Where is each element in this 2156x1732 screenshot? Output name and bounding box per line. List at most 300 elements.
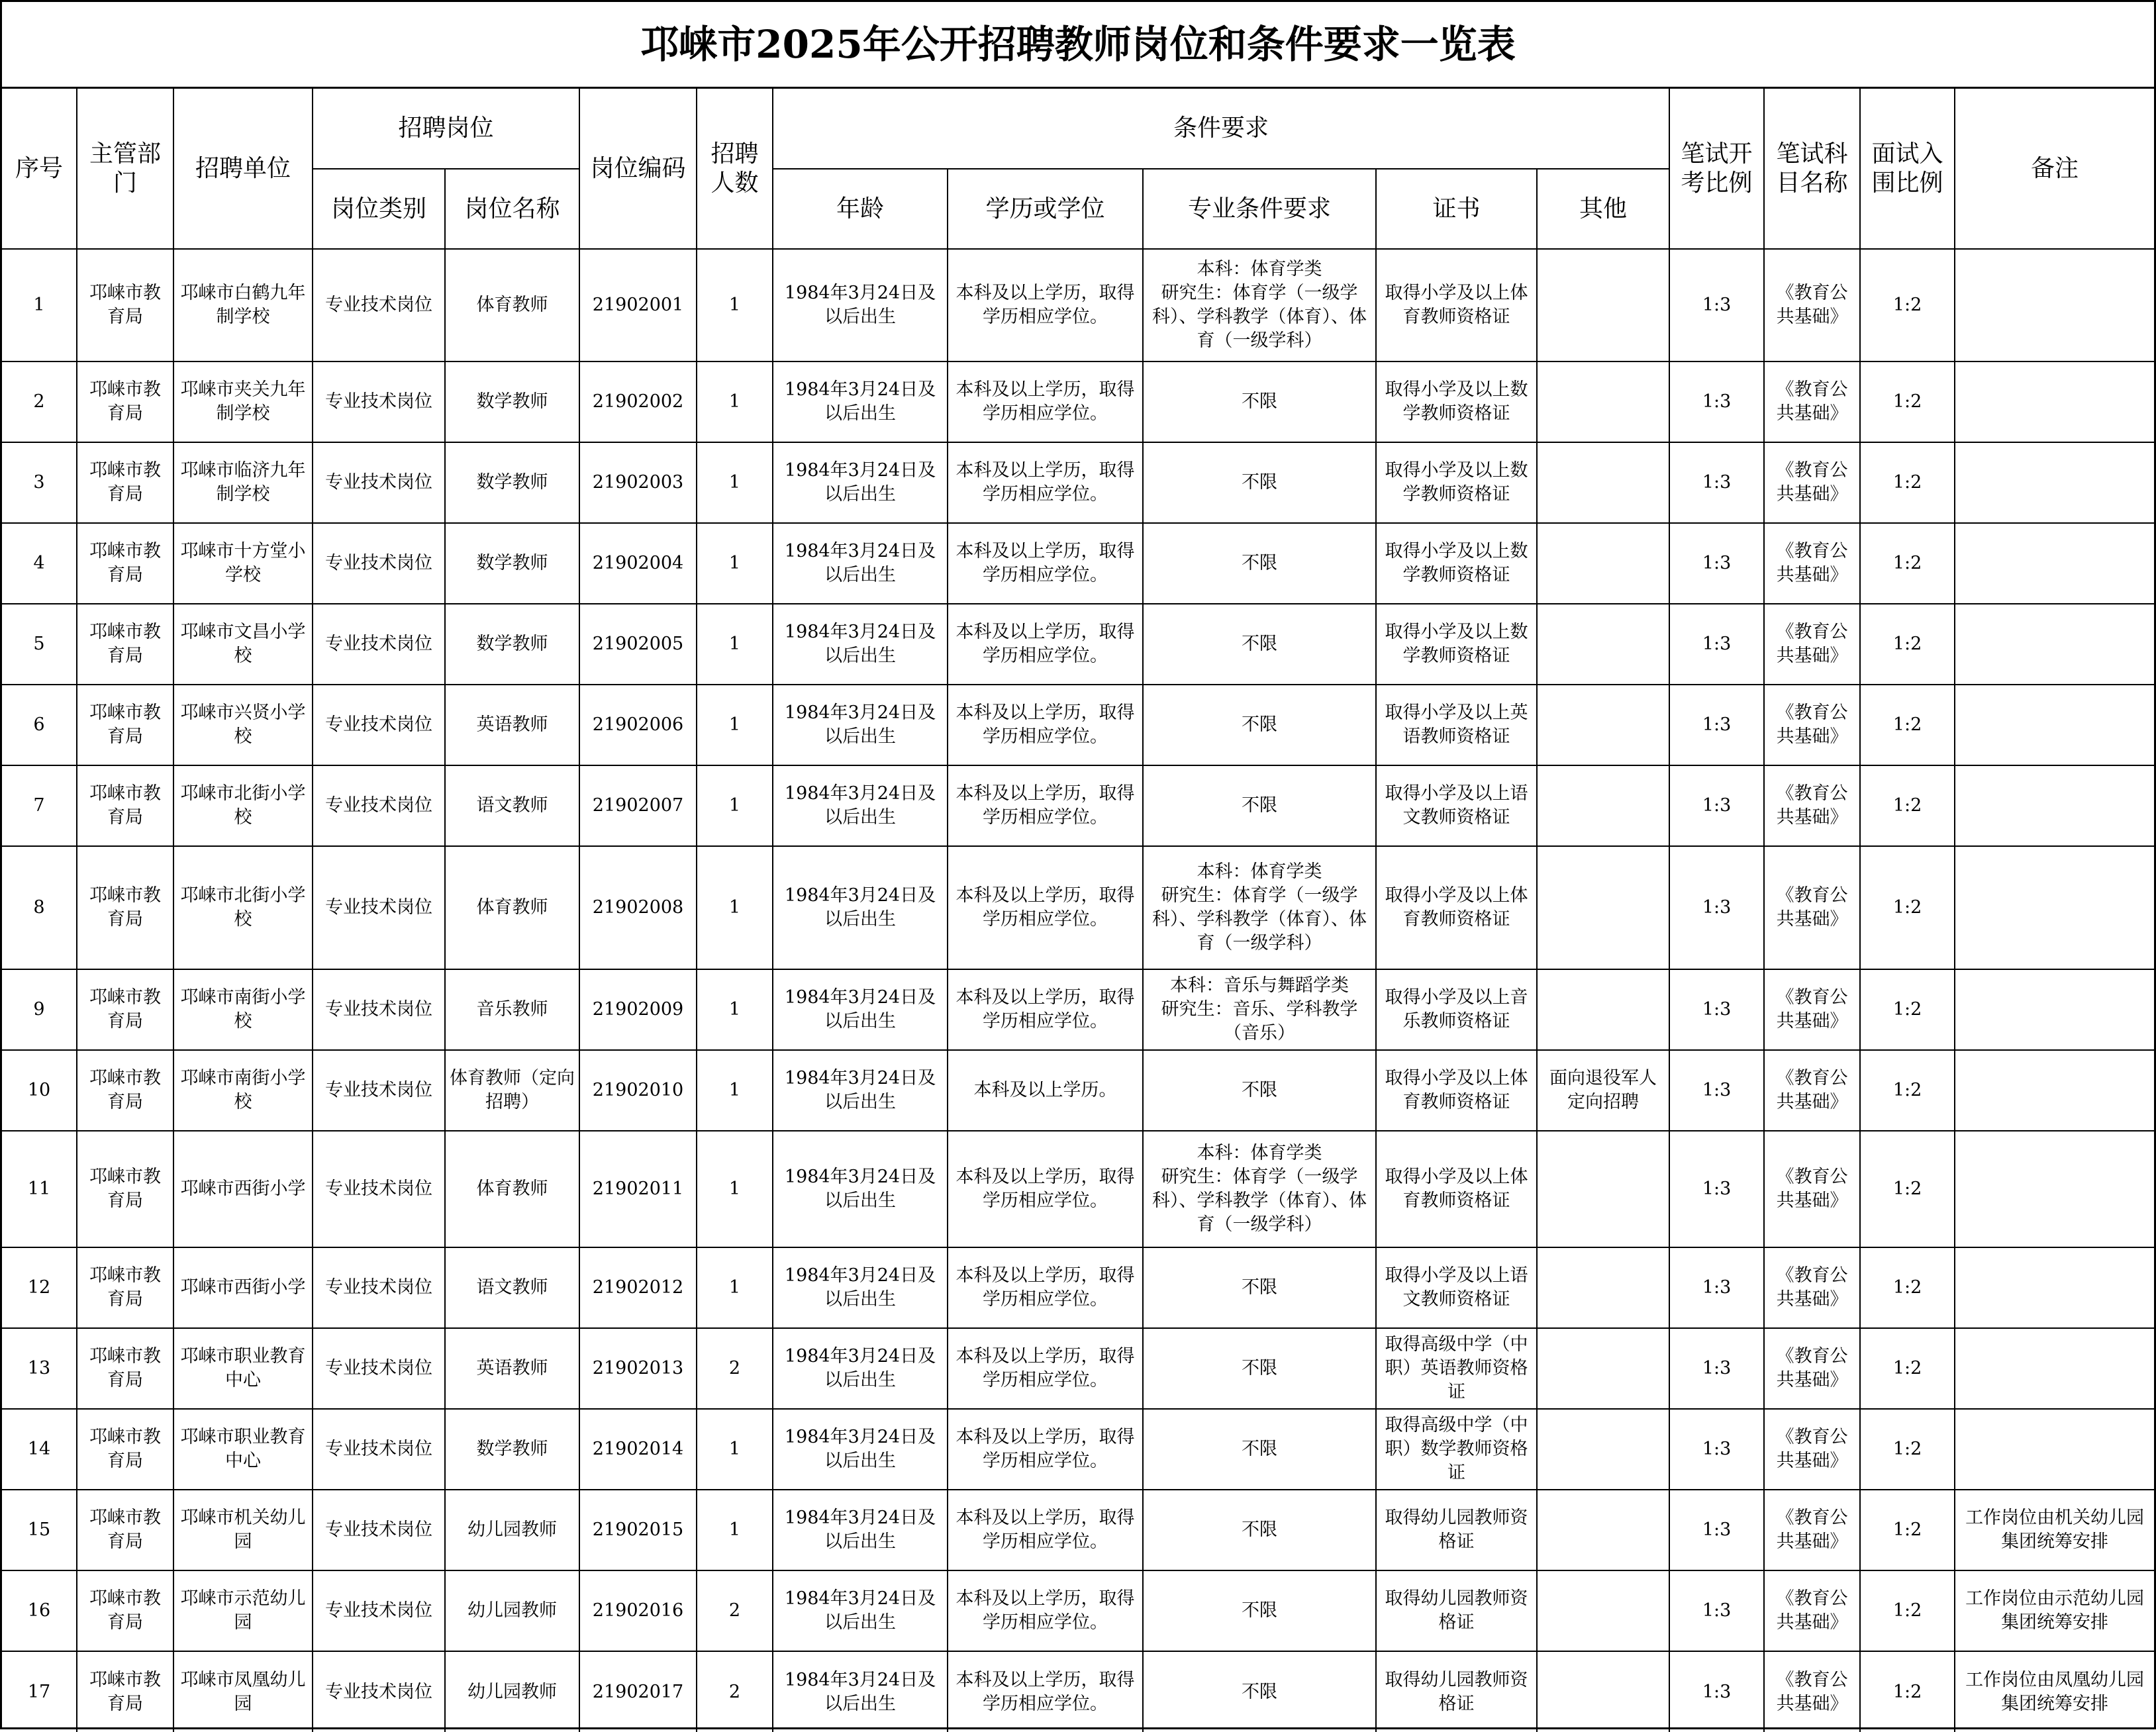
other-cell <box>1537 604 1669 685</box>
dept-cell: 邛崃市教育局 <box>77 969 173 1050</box>
seq-cell: 4 <box>2 523 77 604</box>
code-cell: 21902004 <box>579 523 697 604</box>
exam-subject-cell: 《教育公共基础》 <box>1764 685 1860 765</box>
post-name-cell: 数学教师 <box>445 523 579 604</box>
note-cell: 工作岗位由示范幼儿园集团统筹安排 <box>1955 1570 2154 1651</box>
exam-ratio-cell: 1:3 <box>1669 1490 1764 1570</box>
cert-cell: 取得小学及以上语文教师资格证 <box>1376 765 1537 846</box>
dept-cell: 邛崃市教育局 <box>77 442 173 523</box>
major-cell: 不限 <box>1143 1409 1376 1490</box>
major-cell: 本科：音乐与舞蹈学类 研究生：音乐、学科教学（音乐） <box>1143 969 1376 1050</box>
major-cell: 不限 <box>1143 765 1376 846</box>
other-cell <box>1537 1651 1669 1732</box>
interview-ratio-cell: 1:2 <box>1860 442 1955 523</box>
unit-cell: 邛崃市职业教育中心 <box>173 1328 313 1409</box>
table-row <box>2 1131 2154 1247</box>
count-cell: 2 <box>697 1328 773 1409</box>
post-type-cell: 专业技术岗位 <box>313 361 445 442</box>
post-name-cell: 幼儿园教师 <box>445 1651 579 1732</box>
count-cell: 1 <box>697 685 773 765</box>
note-cell <box>1955 1247 2154 1328</box>
count-cell: 2 <box>697 1570 773 1651</box>
table-row <box>2 1328 2154 1409</box>
seq-cell: 2 <box>2 361 77 442</box>
exam-subject-cell: 《教育公共基础》 <box>1764 523 1860 604</box>
edu-cell: 本科及以上学历，取得学历相应学位。 <box>948 765 1143 846</box>
header-age: 年龄 <box>773 169 948 249</box>
count-cell: 1 <box>697 765 773 846</box>
note-cell: 工作岗位由机关幼儿园集团统筹安排 <box>1955 1490 2154 1570</box>
cert-cell: 取得小学及以上数学教师资格证 <box>1376 523 1537 604</box>
seq-cell: 15 <box>2 1490 77 1570</box>
unit-cell: 邛崃市凤凰幼儿园 <box>173 1651 313 1732</box>
post-name-cell: 语文教师 <box>445 765 579 846</box>
edu-cell: 本科及以上学历，取得学历相应学位。 <box>948 442 1143 523</box>
seq-cell: 11 <box>2 1131 77 1247</box>
age-cell: 1984年3月24日及以后出生 <box>773 1651 948 1732</box>
age-cell: 1984年3月24日及以后出生 <box>773 685 948 765</box>
edu-cell: 本科及以上学历，取得学历相应学位。 <box>948 523 1143 604</box>
seq-cell: 12 <box>2 1247 77 1328</box>
table-row <box>2 604 2154 685</box>
table-row <box>2 361 2154 442</box>
exam-subject-cell: 《教育公共基础》 <box>1764 1570 1860 1651</box>
header-other: 其他 <box>1537 169 1669 249</box>
other-cell <box>1537 361 1669 442</box>
recruitment-table <box>2 89 2154 1732</box>
exam-ratio-cell: 1:3 <box>1669 969 1764 1050</box>
table-row <box>2 1247 2154 1328</box>
other-cell <box>1537 846 1669 969</box>
unit-cell: 邛崃市西街小学 <box>173 1247 313 1328</box>
other-cell <box>1537 1247 1669 1328</box>
exam-ratio-cell: 1:3 <box>1669 1247 1764 1328</box>
cert-cell: 取得小学及以上体育教师资格证 <box>1376 249 1537 361</box>
count-cell: 1 <box>697 969 773 1050</box>
major-cell: 不限 <box>1143 442 1376 523</box>
edu-cell: 本科及以上学历，取得学历相应学位。 <box>948 1409 1143 1490</box>
other-cell <box>1537 1570 1669 1651</box>
table-body <box>2 249 2154 1732</box>
age-cell: 1984年3月24日及以后出生 <box>773 1409 948 1490</box>
exam-ratio-cell: 1:3 <box>1669 1570 1764 1651</box>
age-cell: 1984年3月24日及以后出生 <box>773 765 948 846</box>
other-cell <box>1537 1409 1669 1490</box>
post-type-cell: 专业技术岗位 <box>313 1050 445 1131</box>
note-cell <box>1955 1131 2154 1247</box>
post-type-cell: 专业技术岗位 <box>313 1409 445 1490</box>
post-name-cell: 数学教师 <box>445 442 579 523</box>
other-cell <box>1537 765 1669 846</box>
seq-cell: 9 <box>2 969 77 1050</box>
unit-cell: 邛崃市白鹤九年制学校 <box>173 249 313 361</box>
exam-subject-cell: 《教育公共基础》 <box>1764 604 1860 685</box>
header-major: 专业条件要求 <box>1143 169 1376 249</box>
post-name-cell: 幼儿园教师 <box>445 1490 579 1570</box>
exam-subject-cell: 《教育公共基础》 <box>1764 969 1860 1050</box>
other-cell: 面向退役军人定向招聘 <box>1537 1050 1669 1131</box>
post-name-cell: 体育教师（定向招聘） <box>445 1050 579 1131</box>
exam-ratio-cell: 1:3 <box>1669 1409 1764 1490</box>
post-type-cell: 专业技术岗位 <box>313 1247 445 1328</box>
age-cell: 1984年3月24日及以后出生 <box>773 1050 948 1131</box>
unit-cell: 邛崃市文昌小学校 <box>173 604 313 685</box>
header-dept: 主管部门 <box>77 89 173 249</box>
table-header <box>2 89 2154 249</box>
header-unit: 招聘单位 <box>173 89 313 249</box>
age-cell: 1984年3月24日及以后出生 <box>773 1490 948 1570</box>
header-seq: 序号 <box>2 89 77 249</box>
cert-cell: 取得幼儿园教师资格证 <box>1376 1570 1537 1651</box>
cert-cell: 取得高级中学（中职）数学教师资格证 <box>1376 1409 1537 1490</box>
post-name-cell: 语文教师 <box>445 1247 579 1328</box>
edu-cell: 本科及以上学历，取得学历相应学位。 <box>948 249 1143 361</box>
exam-subject-cell: 《教育公共基础》 <box>1764 1050 1860 1131</box>
edu-cell: 本科及以上学历，取得学历相应学位。 <box>948 361 1143 442</box>
age-cell: 1984年3月24日及以后出生 <box>773 1328 948 1409</box>
code-cell: 21902010 <box>579 1050 697 1131</box>
code-cell: 21902003 <box>579 442 697 523</box>
post-type-cell: 专业技术岗位 <box>313 1651 445 1732</box>
exam-ratio-cell: 1:3 <box>1669 442 1764 523</box>
post-name-cell: 数学教师 <box>445 604 579 685</box>
page-title: 邛崃市2025年公开招聘教师岗位和条件要求一览表 <box>2 2 2154 89</box>
note-cell: 工作岗位由凤凰幼儿园集团统筹安排 <box>1955 1651 2154 1732</box>
cert-cell: 取得小学及以上数学教师资格证 <box>1376 604 1537 685</box>
unit-cell: 邛崃市北街小学校 <box>173 765 313 846</box>
code-cell: 21902013 <box>579 1328 697 1409</box>
edu-cell: 本科及以上学历。 <box>948 1050 1143 1131</box>
seq-cell: 1 <box>2 249 77 361</box>
other-cell <box>1537 1131 1669 1247</box>
edu-cell: 本科及以上学历，取得学历相应学位。 <box>948 604 1143 685</box>
age-cell: 1984年3月24日及以后出生 <box>773 442 948 523</box>
major-cell: 不限 <box>1143 685 1376 765</box>
note-cell <box>1955 685 2154 765</box>
code-cell: 21902007 <box>579 765 697 846</box>
header-edu: 学历或学位 <box>948 169 1143 249</box>
major-cell: 本科：体育学类 研究生：体育学（一级学科）、学科教学（体育）、体育（一级学科） <box>1143 249 1376 361</box>
code-cell: 21902005 <box>579 604 697 685</box>
age-cell: 1984年3月24日及以后出生 <box>773 523 948 604</box>
post-name-cell: 体育教师 <box>445 846 579 969</box>
post-type-cell: 专业技术岗位 <box>313 442 445 523</box>
edu-cell: 本科及以上学历，取得学历相应学位。 <box>948 1247 1143 1328</box>
other-cell <box>1537 442 1669 523</box>
exam-subject-cell: 《教育公共基础》 <box>1764 846 1860 969</box>
dept-cell: 邛崃市教育局 <box>77 604 173 685</box>
unit-cell: 邛崃市示范幼儿园 <box>173 1570 313 1651</box>
exam-subject-cell: 《教育公共基础》 <box>1764 1490 1860 1570</box>
cert-cell: 取得小学及以上音乐教师资格证 <box>1376 969 1537 1050</box>
age-cell: 1984年3月24日及以后出生 <box>773 361 948 442</box>
table-row <box>2 442 2154 523</box>
note-cell <box>1955 523 2154 604</box>
other-cell <box>1537 523 1669 604</box>
unit-cell: 邛崃市兴贤小学校 <box>173 685 313 765</box>
cert-cell: 取得幼儿园教师资格证 <box>1376 1490 1537 1570</box>
header-post-group: 招聘岗位 <box>313 89 579 169</box>
header-post-type: 岗位类别 <box>313 169 445 249</box>
exam-ratio-cell: 1:3 <box>1669 765 1764 846</box>
count-cell: 1 <box>697 523 773 604</box>
exam-subject-cell: 《教育公共基础》 <box>1764 765 1860 846</box>
dept-cell: 邛崃市教育局 <box>77 1409 173 1490</box>
seq-cell: 3 <box>2 442 77 523</box>
post-name-cell: 英语教师 <box>445 685 579 765</box>
exam-ratio-cell: 1:3 <box>1669 604 1764 685</box>
count-cell: 1 <box>697 249 773 361</box>
exam-subject-cell: 《教育公共基础》 <box>1764 249 1860 361</box>
exam-subject-cell: 《教育公共基础》 <box>1764 1409 1860 1490</box>
interview-ratio-cell: 1:2 <box>1860 1247 1955 1328</box>
header-post-name: 岗位名称 <box>445 169 579 249</box>
post-name-cell: 数学教师 <box>445 1409 579 1490</box>
note-cell <box>1955 1409 2154 1490</box>
count-cell: 1 <box>697 1131 773 1247</box>
exam-ratio-cell: 1:3 <box>1669 249 1764 361</box>
post-type-cell: 专业技术岗位 <box>313 1490 445 1570</box>
code-cell: 21902001 <box>579 249 697 361</box>
cert-cell: 取得高级中学（中职）英语教师资格证 <box>1376 1328 1537 1409</box>
edu-cell: 本科及以上学历，取得学历相应学位。 <box>948 685 1143 765</box>
dept-cell: 邛崃市教育局 <box>77 1050 173 1131</box>
age-cell: 1984年3月24日及以后出生 <box>773 249 948 361</box>
count-cell: 2 <box>697 1651 773 1732</box>
note-cell <box>1955 1328 2154 1409</box>
table-row <box>2 765 2154 846</box>
major-cell: 不限 <box>1143 1247 1376 1328</box>
major-cell: 本科：体育学类 研究生：体育学（一级学科）、学科教学（体育）、体育（一级学科） <box>1143 846 1376 969</box>
interview-ratio-cell: 1:2 <box>1860 1409 1955 1490</box>
edu-cell: 本科及以上学历，取得学历相应学位。 <box>948 1328 1143 1409</box>
cert-cell: 取得小学及以上数学教师资格证 <box>1376 442 1537 523</box>
header-note: 备注 <box>1955 89 2154 249</box>
note-cell <box>1955 249 2154 361</box>
unit-cell: 邛崃市夹关九年制学校 <box>173 361 313 442</box>
dept-cell: 邛崃市教育局 <box>77 361 173 442</box>
post-type-cell: 专业技术岗位 <box>313 765 445 846</box>
other-cell <box>1537 1328 1669 1409</box>
interview-ratio-cell: 1:2 <box>1860 1328 1955 1409</box>
edu-cell: 本科及以上学历，取得学历相应学位。 <box>948 969 1143 1050</box>
post-type-cell: 专业技术岗位 <box>313 523 445 604</box>
note-cell <box>1955 846 2154 969</box>
table-row <box>2 969 2154 1050</box>
post-type-cell: 专业技术岗位 <box>313 685 445 765</box>
code-cell: 21902012 <box>579 1247 697 1328</box>
dept-cell: 邛崃市教育局 <box>77 1247 173 1328</box>
cert-cell: 取得小学及以上数学教师资格证 <box>1376 361 1537 442</box>
header-cond-group: 条件要求 <box>773 89 1669 169</box>
table-row <box>2 249 2154 361</box>
interview-ratio-cell: 1:2 <box>1860 249 1955 361</box>
interview-ratio-cell: 1:2 <box>1860 604 1955 685</box>
note-cell <box>1955 765 2154 846</box>
exam-ratio-cell: 1:3 <box>1669 523 1764 604</box>
seq-cell: 10 <box>2 1050 77 1131</box>
cert-cell: 取得小学及以上语文教师资格证 <box>1376 1247 1537 1328</box>
seq-cell: 17 <box>2 1651 77 1732</box>
table-row <box>2 846 2154 969</box>
interview-ratio-cell: 1:2 <box>1860 685 1955 765</box>
exam-ratio-cell: 1:3 <box>1669 685 1764 765</box>
seq-cell: 8 <box>2 846 77 969</box>
table-row <box>2 1651 2154 1732</box>
code-cell: 21902014 <box>579 1409 697 1490</box>
table-row <box>2 685 2154 765</box>
unit-cell: 邛崃市西街小学 <box>173 1131 313 1247</box>
unit-cell: 邛崃市临济九年制学校 <box>173 442 313 523</box>
count-cell: 1 <box>697 361 773 442</box>
count-cell: 1 <box>697 1490 773 1570</box>
edu-cell: 本科及以上学历，取得学历相应学位。 <box>948 1131 1143 1247</box>
interview-ratio-cell: 1:2 <box>1860 1651 1955 1732</box>
age-cell: 1984年3月24日及以后出生 <box>773 969 948 1050</box>
note-cell <box>1955 604 2154 685</box>
unit-cell: 邛崃市职业教育中心 <box>173 1409 313 1490</box>
interview-ratio-cell: 1:2 <box>1860 523 1955 604</box>
dept-cell: 邛崃市教育局 <box>77 1131 173 1247</box>
code-cell: 21902008 <box>579 846 697 969</box>
interview-ratio-cell: 1:2 <box>1860 1570 1955 1651</box>
code-cell: 21902002 <box>579 361 697 442</box>
exam-subject-cell: 《教育公共基础》 <box>1764 442 1860 523</box>
major-cell: 不限 <box>1143 523 1376 604</box>
exam-subject-cell: 《教育公共基础》 <box>1764 361 1860 442</box>
exam-ratio-cell: 1:3 <box>1669 1131 1764 1247</box>
exam-ratio-cell: 1:3 <box>1669 846 1764 969</box>
exam-ratio-cell: 1:3 <box>1669 1328 1764 1409</box>
age-cell: 1984年3月24日及以后出生 <box>773 1570 948 1651</box>
major-cell: 不限 <box>1143 1050 1376 1131</box>
dept-cell: 邛崃市教育局 <box>77 523 173 604</box>
count-cell: 1 <box>697 1050 773 1131</box>
exam-subject-cell: 《教育公共基础》 <box>1764 1651 1860 1732</box>
header-exam-subject: 笔试科目名称 <box>1764 89 1860 249</box>
interview-ratio-cell: 1:2 <box>1860 1050 1955 1131</box>
interview-ratio-cell: 1:2 <box>1860 846 1955 969</box>
table-row <box>2 1570 2154 1651</box>
seq-cell: 16 <box>2 1570 77 1651</box>
age-cell: 1984年3月24日及以后出生 <box>773 1247 948 1328</box>
unit-cell: 邛崃市南街小学校 <box>173 1050 313 1131</box>
note-cell <box>1955 969 2154 1050</box>
exam-ratio-cell: 1:3 <box>1669 1651 1764 1732</box>
post-type-cell: 专业技术岗位 <box>313 846 445 969</box>
dept-cell: 邛崃市教育局 <box>77 685 173 765</box>
other-cell <box>1537 969 1669 1050</box>
cert-cell: 取得幼儿园教师资格证 <box>1376 1651 1537 1732</box>
header-count: 招聘人数 <box>697 89 773 249</box>
count-cell: 1 <box>697 846 773 969</box>
dept-cell: 邛崃市教育局 <box>77 1570 173 1651</box>
dept-cell: 邛崃市教育局 <box>77 1651 173 1732</box>
seq-cell: 14 <box>2 1409 77 1490</box>
major-cell: 不限 <box>1143 604 1376 685</box>
seq-cell: 13 <box>2 1328 77 1409</box>
other-cell <box>1537 249 1669 361</box>
major-cell: 不限 <box>1143 1490 1376 1570</box>
major-cell: 不限 <box>1143 1651 1376 1732</box>
age-cell: 1984年3月24日及以后出生 <box>773 846 948 969</box>
dept-cell: 邛崃市教育局 <box>77 1490 173 1570</box>
post-type-cell: 专业技术岗位 <box>313 1570 445 1651</box>
exam-subject-cell: 《教育公共基础》 <box>1764 1247 1860 1328</box>
dept-cell: 邛崃市教育局 <box>77 1328 173 1409</box>
code-cell: 21902015 <box>579 1490 697 1570</box>
edu-cell: 本科及以上学历，取得学历相应学位。 <box>948 1490 1143 1570</box>
seq-cell: 6 <box>2 685 77 765</box>
unit-cell: 邛崃市北街小学校 <box>173 846 313 969</box>
header-code: 岗位编码 <box>579 89 697 249</box>
code-cell: 21902017 <box>579 1651 697 1732</box>
dept-cell: 邛崃市教育局 <box>77 765 173 846</box>
post-name-cell: 数学教师 <box>445 361 579 442</box>
code-cell: 21902006 <box>579 685 697 765</box>
code-cell: 21902011 <box>579 1131 697 1247</box>
exam-subject-cell: 《教育公共基础》 <box>1764 1131 1860 1247</box>
post-name-cell: 幼儿园教师 <box>445 1570 579 1651</box>
header-exam-ratio: 笔试开考比例 <box>1669 89 1764 249</box>
post-type-cell: 专业技术岗位 <box>313 969 445 1050</box>
major-cell: 本科：体育学类 研究生：体育学（一级学科）、学科教学（体育）、体育（一级学科） <box>1143 1131 1376 1247</box>
interview-ratio-cell: 1:2 <box>1860 361 1955 442</box>
cert-cell: 取得小学及以上体育教师资格证 <box>1376 846 1537 969</box>
table-row <box>2 523 2154 604</box>
count-cell: 1 <box>697 1247 773 1328</box>
seq-cell: 5 <box>2 604 77 685</box>
post-name-cell: 体育教师 <box>445 249 579 361</box>
interview-ratio-cell: 1:2 <box>1860 1490 1955 1570</box>
count-cell: 1 <box>697 1409 773 1490</box>
post-type-cell: 专业技术岗位 <box>313 604 445 685</box>
exam-subject-cell: 《教育公共基础》 <box>1764 1328 1860 1409</box>
major-cell: 不限 <box>1143 361 1376 442</box>
unit-cell: 邛崃市机关幼儿园 <box>173 1490 313 1570</box>
exam-ratio-cell: 1:3 <box>1669 361 1764 442</box>
post-type-cell: 专业技术岗位 <box>313 1328 445 1409</box>
table-row <box>2 1409 2154 1490</box>
code-cell: 21902016 <box>579 1570 697 1651</box>
table-row <box>2 1050 2154 1131</box>
edu-cell: 本科及以上学历，取得学历相应学位。 <box>948 846 1143 969</box>
unit-cell: 邛崃市十方堂小学校 <box>173 523 313 604</box>
edu-cell: 本科及以上学历，取得学历相应学位。 <box>948 1651 1143 1732</box>
post-name-cell: 音乐教师 <box>445 969 579 1050</box>
exam-ratio-cell: 1:3 <box>1669 1050 1764 1131</box>
note-cell <box>1955 442 2154 523</box>
post-type-cell: 专业技术岗位 <box>313 249 445 361</box>
major-cell: 不限 <box>1143 1328 1376 1409</box>
post-name-cell: 英语教师 <box>445 1328 579 1409</box>
count-cell: 1 <box>697 604 773 685</box>
table-row <box>2 1490 2154 1570</box>
other-cell <box>1537 685 1669 765</box>
unit-cell: 邛崃市南街小学校 <box>173 969 313 1050</box>
header-cert: 证书 <box>1376 169 1537 249</box>
cert-cell: 取得小学及以上体育教师资格证 <box>1376 1131 1537 1247</box>
note-cell <box>1955 361 2154 442</box>
header-interview-ratio: 面试入围比例 <box>1860 89 1955 249</box>
cert-cell: 取得小学及以上英语教师资格证 <box>1376 685 1537 765</box>
post-type-cell: 专业技术岗位 <box>313 1131 445 1247</box>
note-cell <box>1955 1050 2154 1131</box>
dept-cell: 邛崃市教育局 <box>77 846 173 969</box>
cert-cell: 取得小学及以上体育教师资格证 <box>1376 1050 1537 1131</box>
count-cell: 1 <box>697 442 773 523</box>
other-cell <box>1537 1490 1669 1570</box>
